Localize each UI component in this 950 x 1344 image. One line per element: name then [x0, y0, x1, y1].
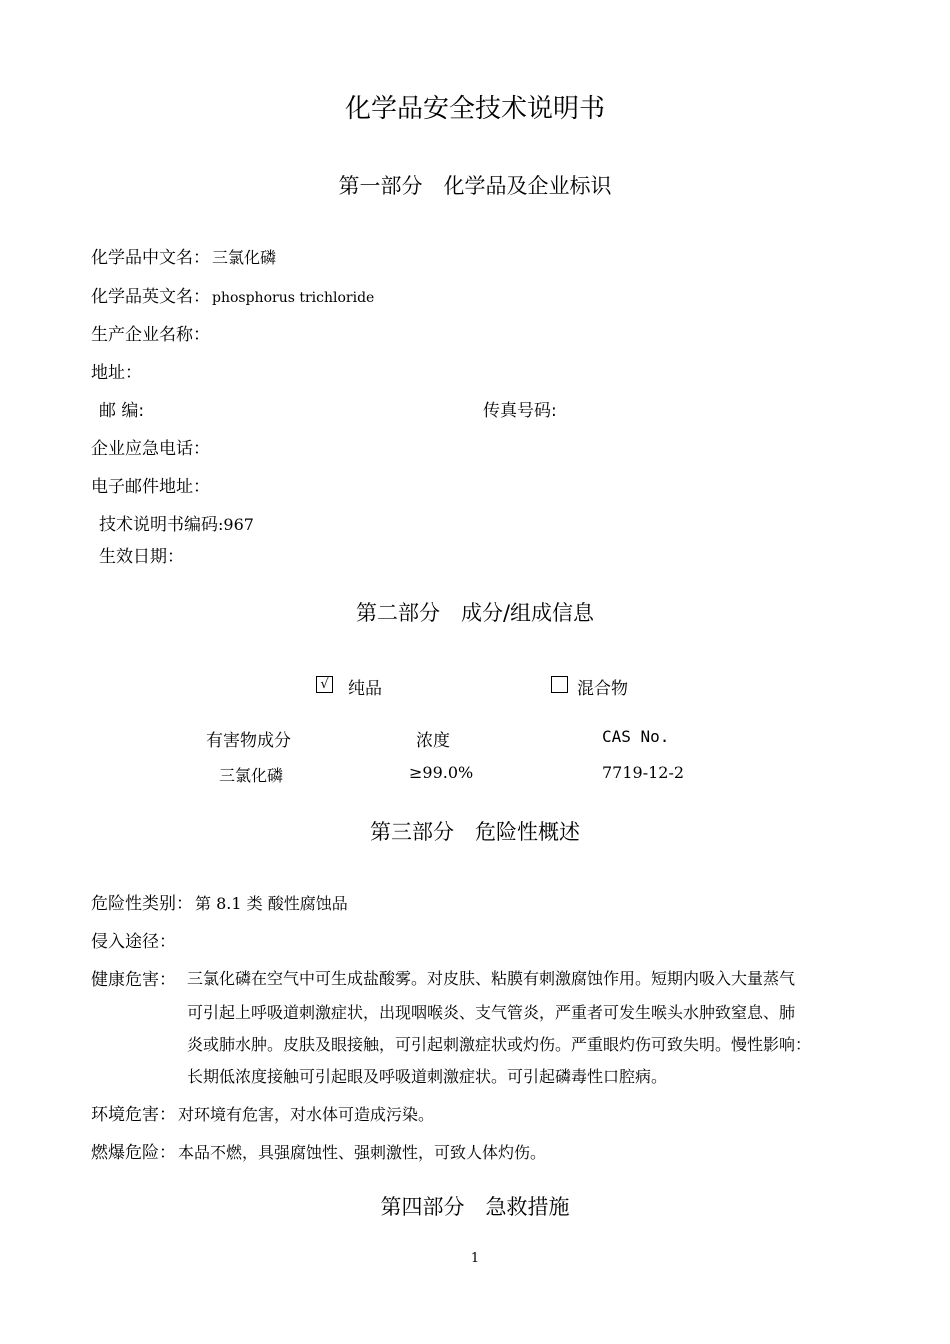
address-label: 地址：: [91, 363, 142, 383]
mixture-label: 混合物: [577, 679, 628, 699]
fire-label: 燃爆危险：: [91, 1143, 176, 1163]
health-line: 长期低浓度接触可引起眼及呼吸道刺激症状。可引起磷毒性口腔病。: [187, 1067, 668, 1086]
section3-heading: 第三部分 危险性概述: [370, 820, 580, 844]
sds-code-label: 技术说明书编码: [99, 515, 218, 535]
en-name-label: 化学品英文名：: [91, 287, 210, 307]
pure-checkbox: [316, 676, 333, 693]
emergency-phone-label: 企业应急电话：: [91, 439, 210, 459]
hazard-class-value: 第 8.1 类 酸性腐蚀品: [195, 894, 348, 913]
cn-name-value: 三氯化磷: [212, 248, 277, 267]
column-header-cas: CAS No.: [602, 727, 670, 746]
hazard-class-row: [91, 889, 348, 914]
health-line: 可引起上呼吸道刺激症状，出现咽喉炎、支气管炎，严重者可发生喉头水肿致窒息、肺: [187, 1003, 796, 1022]
table-cell-component: 三氯化磷: [219, 766, 284, 785]
postcode-label: 邮 编:: [99, 401, 145, 421]
section4-heading: 第四部分 急救措施: [380, 1195, 570, 1219]
page-number: 1: [470, 1251, 480, 1266]
column-header-concentration: 浓度: [416, 731, 450, 751]
document-title: 化学品安全技术说明书: [344, 94, 605, 124]
cn-name-row: [91, 243, 276, 268]
route-label: 侵入途径：: [91, 932, 176, 952]
sds-code-row: [99, 510, 254, 535]
en-name-value: phosphorus trichloride: [212, 290, 375, 306]
table-cell-cas: 7719-12-2: [602, 763, 685, 782]
en-name-row: [91, 282, 374, 307]
effective-date-label: 生效日期：: [99, 547, 184, 567]
pure-label: 纯品: [348, 679, 382, 699]
health-line: 炎或肺水肿。皮肤及眼接触，可引起刺激症状或灼伤。严重眼灼伤可致失明。慢性影响：: [187, 1035, 812, 1054]
health-label: 健康危害：: [91, 970, 176, 990]
table-cell-concentration: ≥99.0%: [409, 763, 474, 782]
check-mark-icon: √: [320, 677, 329, 692]
sds-code-value: :967: [218, 515, 254, 534]
cn-name-label: 化学品中文名：: [91, 248, 210, 268]
column-header-component: 有害物成分: [206, 731, 291, 751]
email-label: 电子邮件地址：: [91, 477, 210, 497]
section1-heading: 第一部分 化学品及企业标识: [338, 174, 612, 198]
env-row: [91, 1100, 434, 1125]
mixture-checkbox: [551, 676, 568, 693]
env-value: 对环境有危害，对水体可造成污染。: [178, 1105, 435, 1124]
company-label: 生产企业名称：: [91, 325, 210, 345]
health-line: 三氯化磷在空气中可生成盐酸雾。对皮肤、粘膜有刺激腐蚀作用。短期内吸入大量蒸气: [187, 969, 796, 988]
hazard-class-label: 危险性类别：: [91, 894, 193, 914]
env-label: 环境危害：: [91, 1105, 176, 1125]
fire-value: 本品不燃，具强腐蚀性、强刺激性，可致人体灼伤。: [178, 1143, 547, 1162]
section2-heading: 第二部分 成分/组成信息: [355, 601, 595, 625]
fire-row: [91, 1138, 546, 1163]
fax-label: 传真号码:: [483, 401, 557, 421]
